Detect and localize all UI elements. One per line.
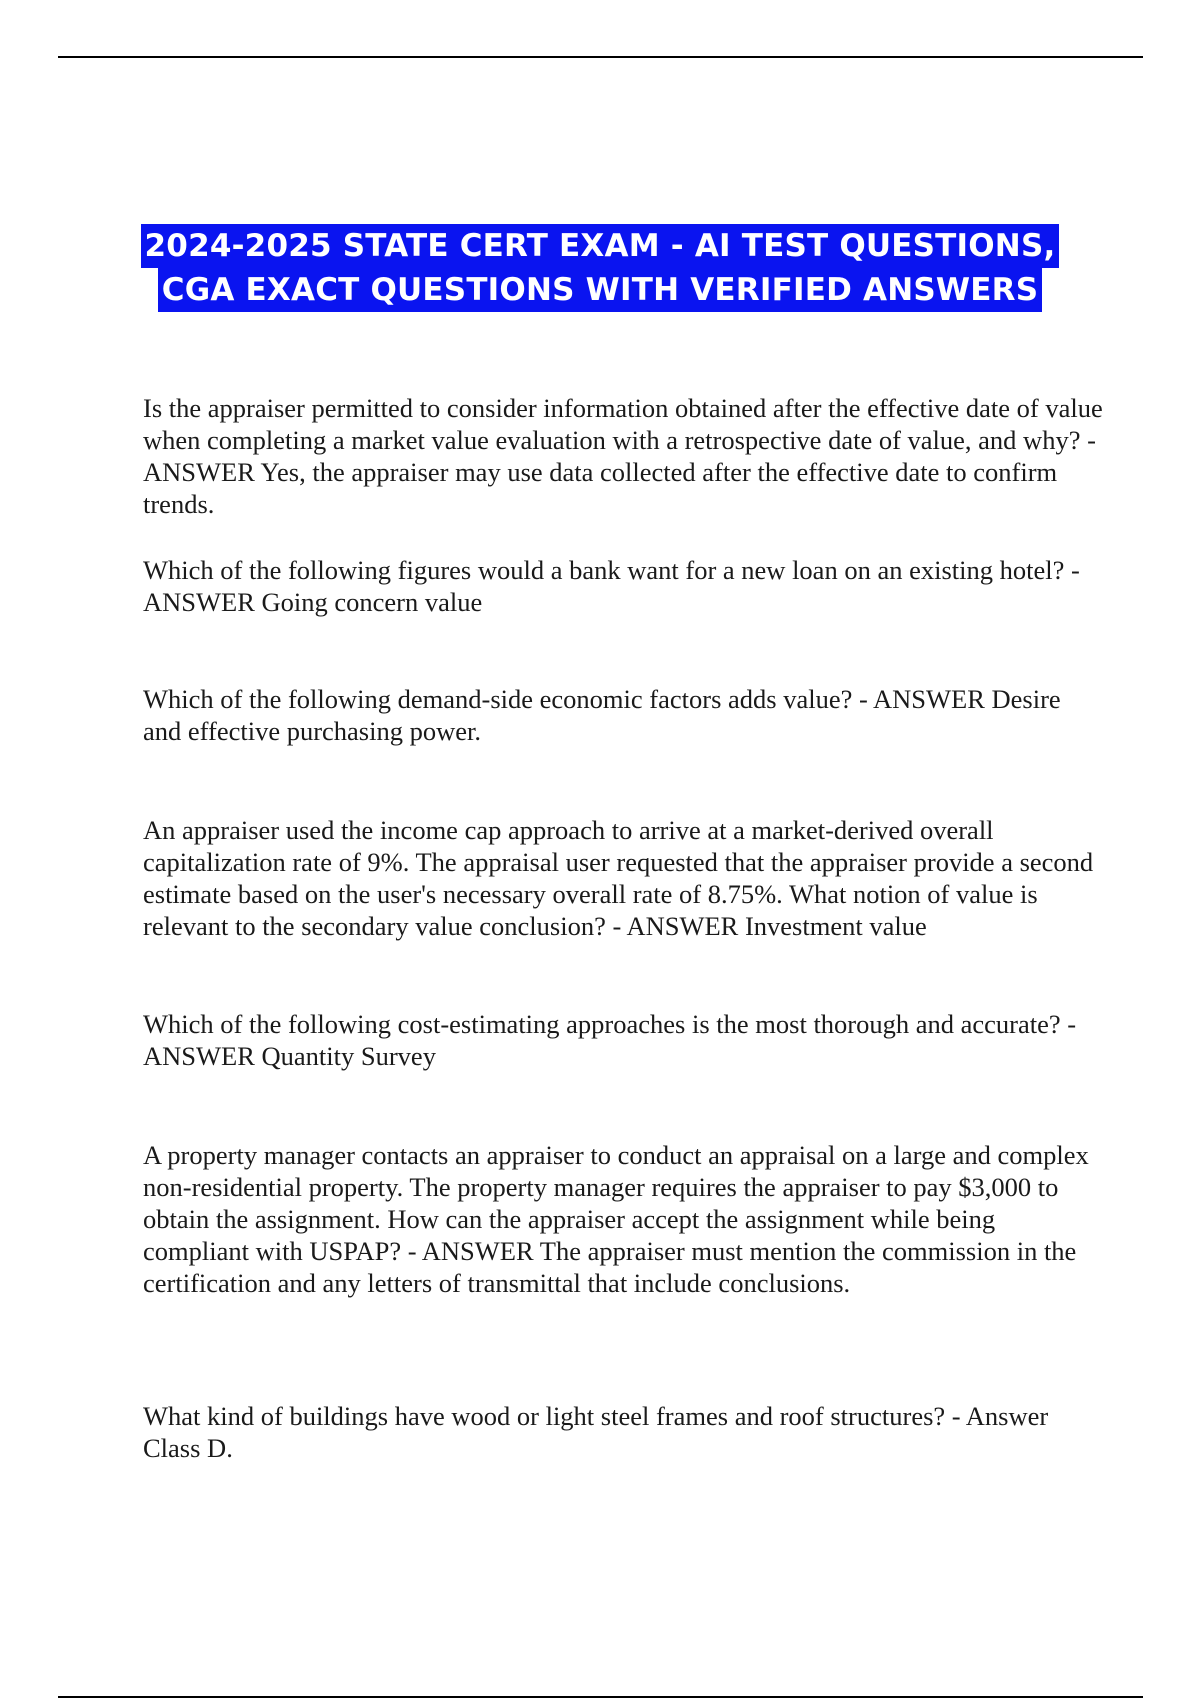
qa-item-5: Which of the following cost-estimating approaches is the most thorough and accurate? - ANSWER Quantity Survey [143,1009,1077,1071]
document-title [0,224,1200,312]
qa-item-3: Which of the following demand-side economic factors adds value? - ANSWER Desire and effective purchasing power. [143,684,1061,746]
qa-item-7: What kind of buildings have wood or light steel frames and roof structures? - Answer Class D. [143,1401,1049,1463]
title-line-1: 2024-2025 STATE CERT EXAM - AI TEST QUESTIONS, [141,224,1060,268]
qa-item-1: Is the appraiser permitted to consider information obtained after the effective date of value when completing a market value evaluation with a retrospective date of value, and why? - ANSWER Yes, the appraiser may use data collected after the effective date to confirm trends. [143,393,1103,519]
header-rule [58,56,1143,58]
footer-rule [58,1696,1143,1698]
qa-item-4: An appraiser used the income cap approach to arrive at a market-derived overall capitalization rate of 9%. The appraisal user requested that the appraiser provide a second estimate based on the user's necessary overall rate of 8.75%. What notion of value is relevant to the secondary value conclusion? - ANSWER Investment value [143,815,1094,941]
qa-item-2: Which of the following figures would a bank want for a new loan on an existing hotel? - ANSWER Going concern value [143,555,1080,617]
qa-item-6: A property manager contacts an appraiser to conduct an appraisal on a large and complex non-residential property. The property manager requires the appraiser to pay $3,000 to obtain the assignment. How can the appraiser accept the assignment while being compliant with USPAP? - ANSWER The appraiser must mention the commission in the certification and any letters of transmittal that include conclusions. [143,1140,1089,1298]
title-line-2: CGA EXACT QUESTIONS WITH VERIFIED ANSWERS [158,268,1043,312]
